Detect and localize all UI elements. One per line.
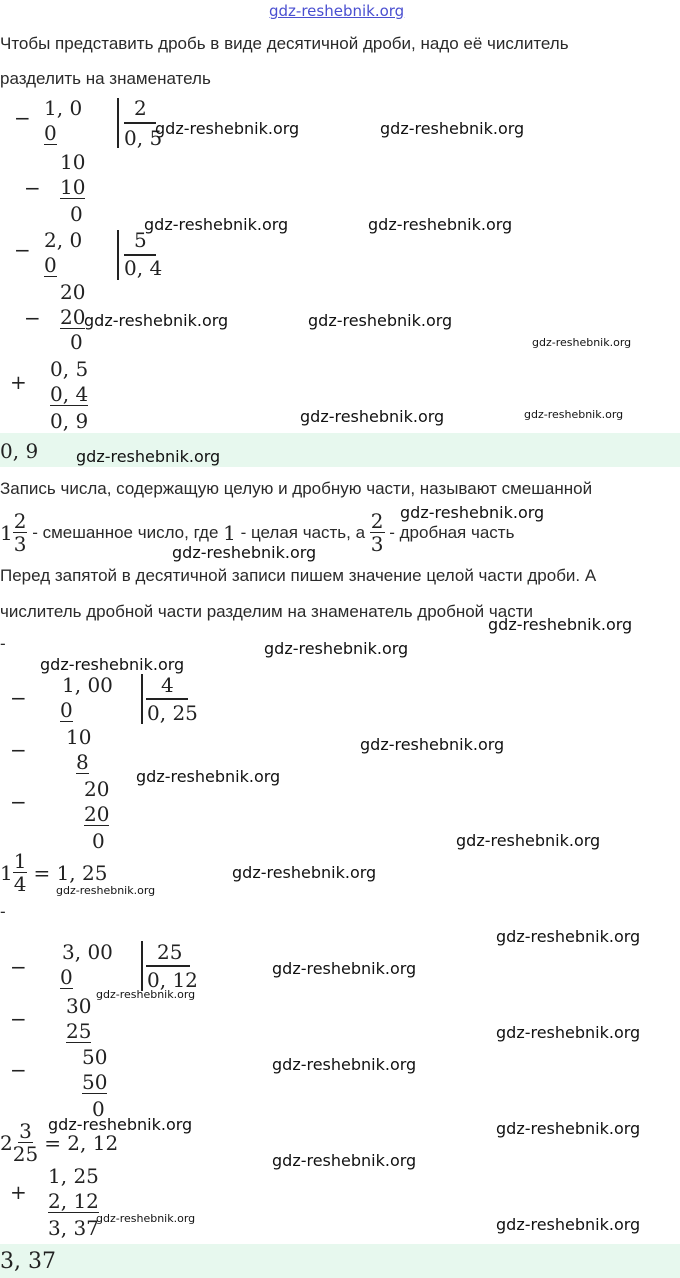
result3-equals: = 1, 25 (33, 860, 108, 885)
mixed-text-c: - дробная часть (384, 522, 515, 542)
div4-subtrahend-3: 50 (82, 1070, 108, 1094)
div2-subtrahend-1: 0 (44, 253, 57, 277)
div2-minus: − (14, 238, 31, 262)
mixed-text-b: - целая часть, а (235, 522, 370, 542)
div4-subtrahend-2: 25 (66, 1019, 92, 1043)
watermark: gdz-reshebnik.org (76, 447, 221, 466)
div4-remainder-1: 30 (66, 994, 92, 1018)
div1-bar (117, 98, 119, 148)
result3-numerator: 1 (13, 849, 27, 873)
rule-line-2: числитель дробной части разделим на знаменатель дробной части (0, 602, 533, 621)
div1-dividend: 1, 0 (44, 96, 83, 120)
watermark: gdz-reshebnik.org (155, 119, 300, 138)
watermark: gdz-reshebnik.org (172, 543, 317, 562)
watermark: gdz-reshebnik.org (496, 927, 641, 946)
watermark: gdz-reshebnik.org (136, 767, 281, 786)
mixed-fraction-part (370, 510, 385, 555)
result4-equals: = 2, 12 (44, 1130, 119, 1155)
watermark-top: gdz-reshebnik.org (269, 2, 405, 20)
watermark: gdz-reshebnik.org (272, 1055, 417, 1074)
watermark: gdz-reshebnik.org (456, 831, 601, 850)
div3-subtrahend-3: 20 (84, 802, 110, 826)
rule-line-1: Перед запятой в десятичной записи пишем значение целой части дроби. А (0, 566, 597, 585)
div1-remainder-1: 10 (60, 150, 86, 174)
div4-minus-1: − (10, 955, 27, 979)
mixed-text-a: - смешанное число, где (27, 522, 224, 542)
watermark: gdz-reshebnik.org (496, 1023, 641, 1042)
div4-quotient: 0, 12 (147, 968, 198, 992)
div2-remainder-2: 0 (70, 330, 83, 354)
intro-line-1: Чтобы представить дробь в виде десятичной дроби, надо её числитель (0, 34, 569, 53)
div1-divisor: 2 (134, 96, 147, 120)
watermark: gdz-reshebnik.org (40, 655, 185, 674)
watermark: gdz-reshebnik.org (308, 311, 453, 330)
mixed-example-numerator: 2 (13, 509, 27, 533)
div4-minus-2: − (10, 1007, 27, 1031)
div3-minus-1: − (10, 686, 27, 710)
mixed-example-fraction (13, 510, 28, 555)
watermark: gdz-reshebnik.org (48, 1115, 193, 1134)
div4-divisor: 25 (157, 940, 183, 964)
div3-divisor: 4 (161, 673, 174, 697)
div1-remainder-2: 0 (70, 202, 83, 226)
answer-2: 3, 37 (0, 1249, 56, 1274)
div3-subtrahend-1: 0 (60, 698, 73, 722)
div2-quotient: 0, 4 (124, 256, 163, 280)
watermark: gdz-reshebnik.org (84, 311, 229, 330)
result4-numerator: 3 (19, 1119, 32, 1143)
div4-remainder-3: 0 (92, 1097, 105, 1121)
div3-bar (141, 674, 143, 724)
answer-1: 0, 9 (0, 439, 39, 463)
watermark: gdz-reshebnik.org (380, 119, 525, 138)
div3-quotient: 0, 25 (147, 701, 198, 725)
watermark: gdz-reshebnik.org (264, 639, 409, 658)
div3-subtrahend-2: 8 (76, 750, 89, 774)
mixed-fraction-denominator: 3 (370, 532, 384, 556)
mixed-example-denominator: 3 (13, 532, 27, 556)
dash-2: - (0, 902, 6, 921)
div3-remainder-2: 20 (84, 777, 110, 801)
div1-divisor-line (124, 122, 156, 124)
div1-subtrahend-2: 10 (60, 175, 86, 199)
watermark: gdz-reshebnik.org (488, 615, 633, 634)
result3-fraction (13, 850, 28, 895)
div3-dividend: 1, 00 (62, 673, 113, 697)
watermark: gdz-reshebnik.org (300, 407, 445, 426)
result4-denominator: 25 (12, 1142, 39, 1166)
div1-quotient: 0, 5 (124, 126, 163, 150)
div2-bar (117, 230, 119, 280)
div1-minus: − (14, 106, 31, 130)
watermark-small: gdz-reshebnik.org (532, 336, 632, 349)
watermark: gdz-reshebnik.org (144, 215, 289, 234)
div3-minus-2: − (10, 738, 27, 762)
mixed-example-whole: 1 (0, 520, 13, 545)
result3-denominator: 4 (13, 872, 27, 896)
intro-line-2: разделить на знаменатель (0, 69, 211, 88)
sum2-addend-a: 1, 25 (48, 1164, 99, 1188)
div4-bar (141, 941, 143, 991)
watermark: gdz-reshebnik.org (400, 503, 545, 522)
result3-whole: 1 (0, 860, 13, 885)
sum1-addend-a: 0, 5 (50, 357, 89, 381)
watermark-small: gdz-reshebnik.org (96, 988, 196, 1001)
watermark-small: gdz-reshebnik.org (56, 884, 156, 897)
div4-divisor-line (146, 965, 190, 967)
watermark: gdz-reshebnik.org (496, 1215, 641, 1234)
div2-minus-2: − (24, 306, 41, 330)
mixed-fraction-numerator: 2 (370, 509, 384, 533)
answer-box-2 (0, 1244, 680, 1278)
div4-subtrahend-1: 0 (60, 965, 73, 989)
div1-minus-2: − (24, 176, 41, 200)
div2-remainder-1: 20 (60, 280, 86, 304)
div3-divisor-line (146, 698, 188, 700)
sum1-plus: + (10, 370, 27, 394)
div3-remainder-3: 0 (92, 829, 105, 853)
div3-remainder-1: 10 (66, 725, 92, 749)
sum1-result: 0, 9 (50, 409, 89, 433)
watermark-small: gdz-reshebnik.org (524, 408, 624, 421)
result4-fraction (13, 1120, 38, 1165)
div4-minus-3: − (10, 1058, 27, 1082)
sum2-result: 3, 37 (48, 1216, 99, 1240)
watermark: gdz-reshebnik.org (232, 863, 377, 882)
watermark: gdz-reshebnik.org (496, 1119, 641, 1138)
result4-whole: 2 (0, 1130, 13, 1155)
mixed-whole-value: 1 (223, 520, 236, 545)
div1-subtrahend-1: 0 (44, 121, 57, 145)
mixed-definition: Запись числа, содержащую целую и дробную части, называют смешанной (0, 479, 593, 498)
dash-1: - (0, 634, 6, 653)
watermark-small: gdz-reshebnik.org (96, 1212, 196, 1225)
div2-subtrahend-2: 20 (60, 305, 86, 329)
watermark: gdz-reshebnik.org (360, 735, 505, 754)
watermark: gdz-reshebnik.org (272, 1151, 417, 1170)
div2-dividend: 2, 0 (44, 228, 83, 252)
sum1-addend-b: 0, 4 (50, 382, 89, 406)
sum2-plus: + (10, 1180, 27, 1204)
div2-divisor: 5 (134, 228, 147, 252)
sum2-addend-b: 2, 12 (48, 1189, 99, 1213)
div4-remainder-2: 50 (82, 1045, 108, 1069)
div3-minus-3: − (10, 790, 27, 814)
watermark: gdz-reshebnik.org (368, 215, 513, 234)
div4-dividend: 3, 00 (62, 940, 113, 964)
watermark: gdz-reshebnik.org (272, 959, 417, 978)
